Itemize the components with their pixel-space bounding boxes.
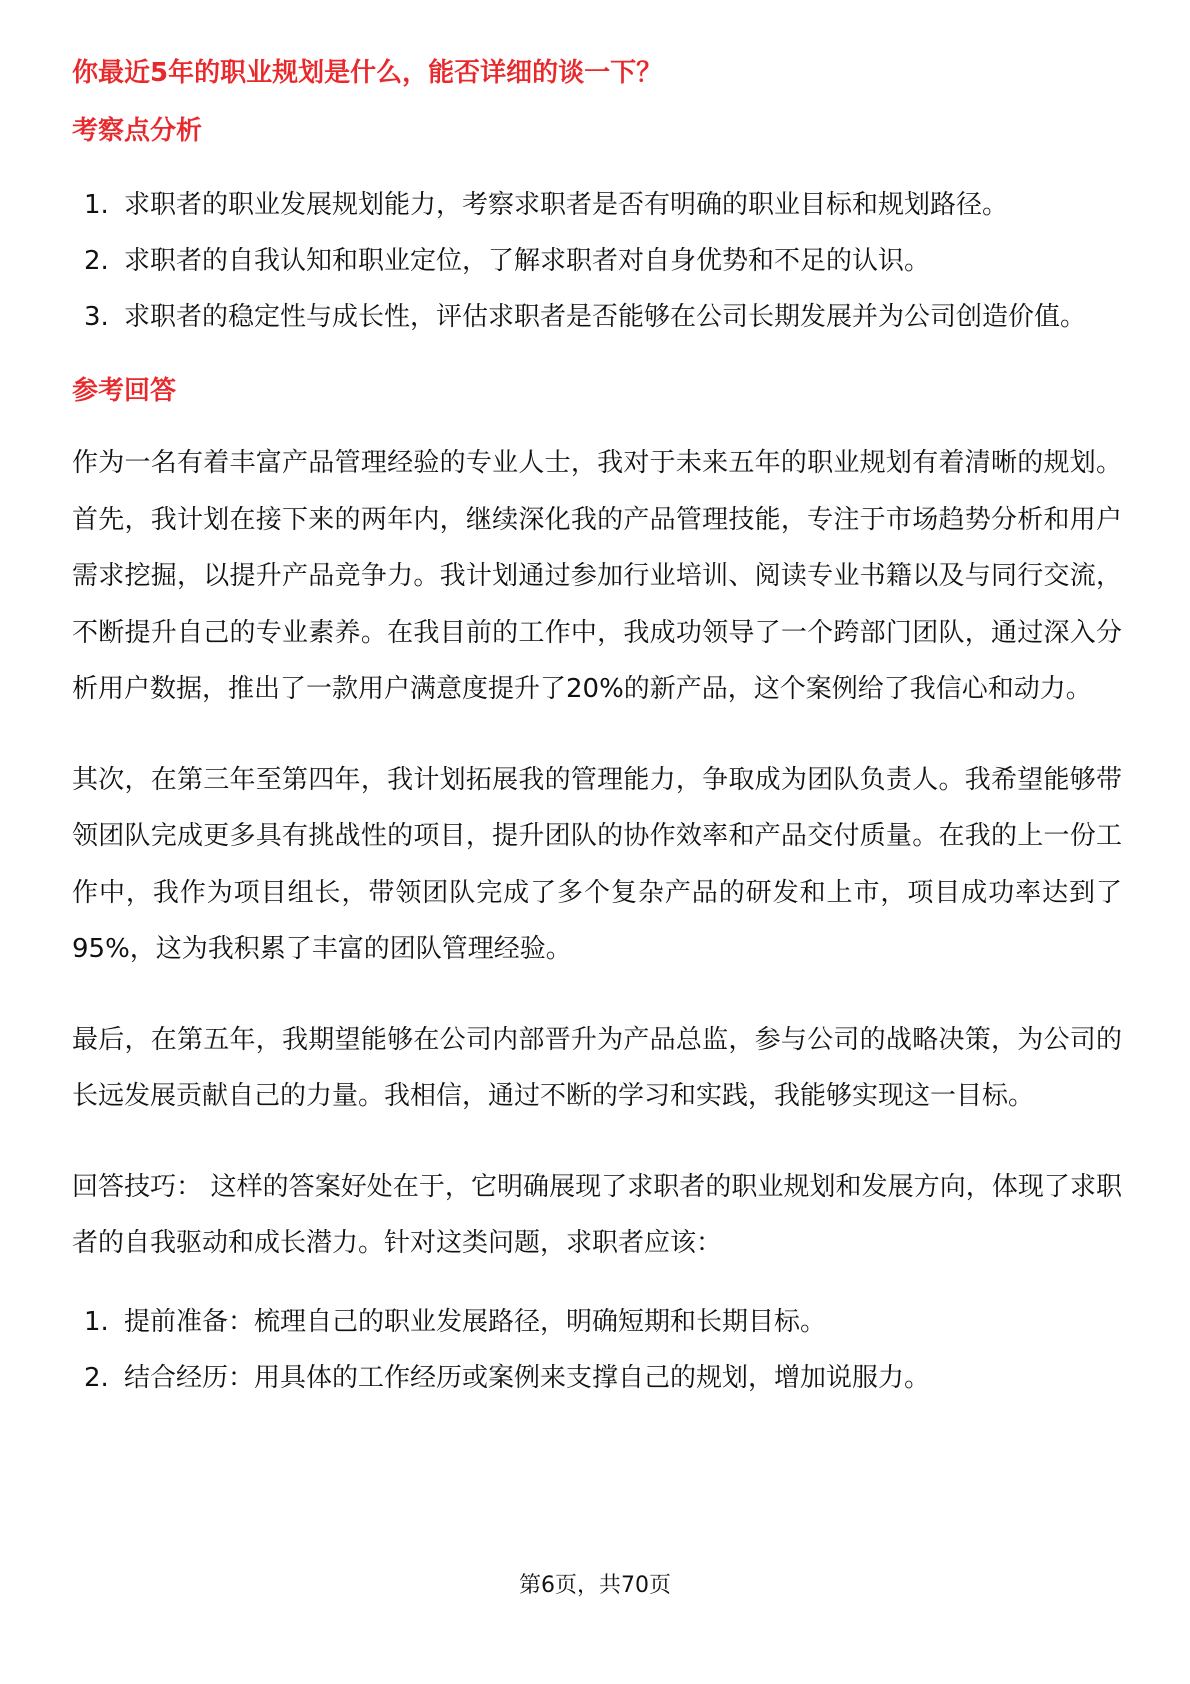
- list-item-text: 结合经历：用具体的工作经历或案例来支撑自己的规划，增加说服力。: [124, 1362, 931, 1393]
- list-item-number: 1.: [84, 190, 109, 220]
- list-item-number: 2.: [84, 1362, 109, 1393]
- list-item-number: 2.: [84, 246, 109, 276]
- answer-heading: 参考回答: [72, 376, 177, 406]
- list-item: [72, 289, 1122, 345]
- answer-paragraph: 作为一名有着丰富产品管理经验的专业人士，我对于未来五年的职业规划有着清晰的规划。首先，我计划在接下来的两年内，继续深化我的产品管理技能，专注于市场趋势分析和用户需求挖掘，以提升产品竞争力。我计划通过参加行业培训、阅读专业书籍以及与同行交流，不断提升自己的专业素养。在我目前的工作中，我成功领导了一个跨部门团队，通过深入分析用户数据，推出了一款用户满意度提升了20%的新产品，这个案例给了我信心和动力。: [72, 448, 1122, 704]
- question-title: 你最近5年的职业规划是什么，能否详细的谈一下？: [72, 58, 663, 88]
- list-item: [72, 177, 1122, 233]
- tips-paragraph: 回答技巧： 这样的答案好处在于，它明确展现了求职者的职业规划和发展方向，体现了求职者的自我驱动和成长潜力。针对这类问题，求职者应该：: [72, 1171, 1122, 1258]
- list-item: [72, 233, 1122, 289]
- analysis-heading: 考察点分析: [72, 116, 203, 146]
- list-item-text: 求职者的稳定性与成长性，评估求职者是否能够在公司长期发展并为公司创造价值。: [124, 302, 1087, 332]
- document-body: [72, 55, 1122, 1434]
- page-footer: 第6页，共70页: [519, 1573, 671, 1598]
- list-item: [72, 1294, 1122, 1350]
- analysis-list: [72, 177, 1122, 345]
- list-item-text: 求职者的职业发展规划能力，考察求职者是否有明确的职业目标和规划路径。: [124, 190, 1009, 220]
- answer-paragraph: 最后，在第五年，我期望能够在公司内部晋升为产品总监，参与公司的战略决策，为公司的长远发展贡献自己的力量。我相信，通过不断的学习和实践，我能够实现这一目标。: [72, 1024, 1122, 1111]
- list-item-number: 1.: [84, 1306, 109, 1337]
- answer-paragraph: 其次，在第三年至第四年，我计划拓展我的管理能力，争取成为团队负责人。我希望能够带领团队完成更多具有挑战性的项目，提升团队的协作效率和产品交付质量。在我的上一份工作中，我作为项目组长，带领团队完成了多个复杂产品的研发和上市，项目成功率达到了95%，这为我积累了丰富的团队管理经验。: [72, 764, 1122, 964]
- list-item-text: 提前准备：梳理自己的职业发展路径，明确短期和长期目标。: [124, 1306, 827, 1337]
- tips-list: [72, 1294, 1122, 1406]
- list-item: [72, 1350, 1122, 1406]
- list-item-text: 求职者的自我认知和职业定位，了解求职者对自身优势和不足的认识。: [124, 246, 931, 276]
- list-item-number: 3.: [84, 302, 109, 332]
